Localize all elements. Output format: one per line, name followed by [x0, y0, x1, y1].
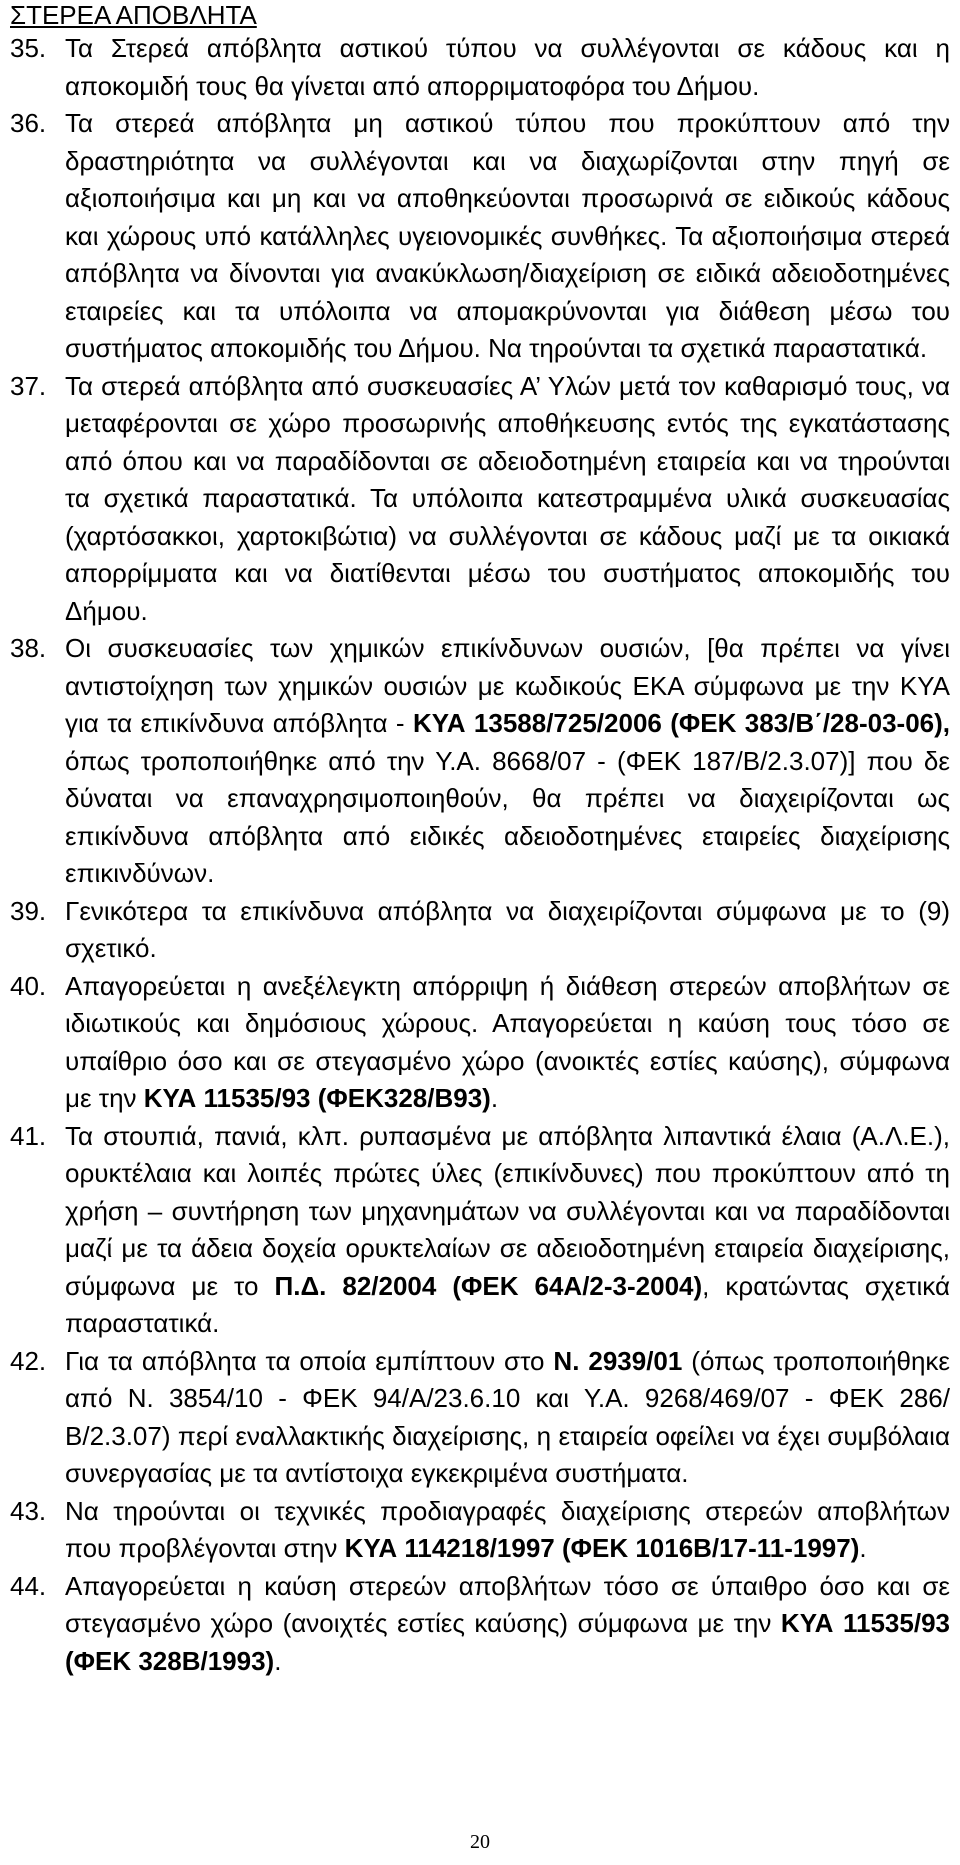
- item-text: [65, 1568, 950, 1681]
- item-number: 36.: [10, 108, 47, 138]
- text-segment: Απαγορεύεται η ανεξέλεγκτη απόρριψη ή διάθεση στερεών αποβλήτων σε ιδιωτικούς και δημόσιους χώρους. Απαγορεύεται η καύση τους τόσο σε υπαίθριο όσο και σε στεγασμένο χώρο (ανοικτές εστίες καύσης), σύμφωνα με την: [65, 970, 950, 1113]
- legal-reference: Ν. 2939/01: [553, 1345, 683, 1376]
- text-segment: , κρατώντας σχετικά παραστατικά.: [65, 1270, 950, 1338]
- list-item: [10, 1118, 950, 1343]
- item-text: [65, 1343, 950, 1493]
- list-item: [10, 368, 950, 631]
- list-item: [10, 1493, 950, 1568]
- legal-reference: ΚΥΑ 11535/93 (ΦΕΚ 328Β/1993): [65, 1608, 950, 1676]
- item-number: 40.: [10, 970, 47, 1001]
- item-text: [65, 30, 950, 105]
- list-item: [10, 968, 950, 1118]
- text-segment: (όπως τροποποιήθηκε από Ν. 3854/10 - ΦΕΚ 94/Α/23.6.10 και Υ.Α. 9268/469/07 - ΦΕΚ 286/Β/2.3.07) περί εναλλακτικής διαχείρισης, η εταιρεία οφείλει να έχει συμβόλαια συνεργασίας με τα αντίστοιχα εγκεκριμένα συστήματα.: [65, 1345, 950, 1488]
- legal-reference: Π.Δ. 82/2004 (ΦΕΚ 64Α/2-3-2004): [274, 1270, 703, 1301]
- item-text: [65, 968, 950, 1118]
- item-number: 43.: [10, 1495, 47, 1526]
- list-item: [10, 1568, 950, 1681]
- legal-reference: ΚΥΑ 11535/93 (ΦΕΚ328/Β93): [143, 1083, 491, 1113]
- list-item: [10, 630, 950, 893]
- text-segment: Οι συσκευασίες των χημικών επικίνδυνων ουσιών, [θα πρέπει να γίνει αντιστοίχηση των χημικών ουσιών με κωδικούς ΕΚΑ σύμφωνα με την ΚΥΑ για τα επικίνδυνα απόβλητα -: [65, 633, 950, 738]
- item-number: 38.: [10, 633, 47, 663]
- legal-reference: ΚΥΑ 114218/1997 (ΦΕΚ 1016Β/17-11-1997): [344, 1533, 860, 1563]
- text-segment: Τα στερεά απόβλητα από συσκευασίες Α’ Υλών μετά τον καθαρισμό τους, να μεταφέρονται σε χώρο προσωρινής αποθήκευσης εντός της εγκατάστασης από όπου και να παραδίδονται σε αδειοδοτημένη εταιρεία και να τηρούνται τα σχετικά παραστατικά. Τα υπόλοιπα κατεστραμμένα υλικά συσκευασίας (χαρτόσακκοι, χαρτοκιβώτια) να συλλέγονται σε κάδους μαζί με τα οικιακά απορρίμματα και να διατίθενται μέσω του συστήματος αποκομιδής του Δήμου.: [65, 370, 950, 626]
- item-text: [65, 1493, 950, 1568]
- item-number: 35.: [10, 33, 47, 63]
- text-segment: Τα Στερεά απόβλητα αστικού τύπου να συλλέγονται σε κάδους και η αποκομιδή τους θα γίνεται από απορριματοφόρα του Δήμου.: [65, 33, 950, 101]
- item-number: 41.: [10, 1120, 47, 1151]
- legal-reference: ΚΥΑ 13588/725/2006 (ΦΕΚ 383/Β΄/28-03-06),: [412, 708, 950, 738]
- item-text: [65, 630, 950, 893]
- list-item: [10, 893, 950, 968]
- numbered-list: [10, 30, 950, 1680]
- list-item: [10, 30, 950, 105]
- item-number: 39.: [10, 895, 47, 926]
- item-number: 44.: [10, 1570, 47, 1601]
- item-number: 37.: [10, 370, 47, 401]
- item-text: [65, 1118, 950, 1343]
- text-segment: Τα στερεά απόβλητα μη αστικού τύπου που προκύπτουν από την δραστηριότητα να συλλέγονται και να διαχωρίζονται στην πηγή σε αξιοποιήσιμα και μη και να αποθηκεύονται προσωρινά σε ειδικούς κάδους και χώρους υπό κατάλληλες υγειονομικές συνθήκες. Τα αξιοποιήσιμα στερεά απόβλητα να δίνονται για ανακύκλωση/διαχείριση σε ειδικά αδειοδοτημένες εταιρείες και τα υπόλοιπα να απομακρύνονται για διάθεση μέσω του συστήματος αποκομιδής του Δήμου. Να τηρούνται τα σχετικά παραστατικά.: [65, 108, 950, 363]
- section-title: ΣΤΕΡΕΑ ΑΠΟΒΛΗΤΑ: [10, 0, 257, 30]
- text-segment: Να τηρούνται οι τεχνικές προδιαγραφές διαχείρισης στερεών αποβλήτων που προβλέγονται στην: [65, 1495, 950, 1563]
- text-segment: Τα στουπιά, πανιά, κλπ. ρυπασμένα με απόβλητα λιπαντικά έλαια (Α.Λ.Ε.), ορυκτέλαια και λοιπές πρώτες ύλες (επικίνδυνες) που προκύπτουν από τη χρήση – συντήρηση των μηχανημάτων να συλλέγονται και να παραδίδονται μαζί με τα άδεια δοχεία ορυκτελαίων σε αδειοδοτημένη εταιρεία διαχείρισης, σύμφωνα με το: [65, 1120, 950, 1301]
- text-segment: .: [490, 1083, 499, 1113]
- document-page: [10, 0, 950, 1680]
- text-segment: Για τα απόβλητα τα οποία εμπίπτουν στο: [65, 1345, 554, 1376]
- item-text: [65, 368, 950, 631]
- text-segment: .: [274, 1645, 282, 1676]
- item-text: [65, 893, 950, 968]
- text-segment: όπως τροποποιήθηκε από την Υ.Α. 8668/07 - (ΦΕΚ 187/Β/2.3.07)] που δε δύναται να επαναχρησιμοποιηθούν, θα πρέπει να διαχειρίζονται ως επικίνδυνα απόβλητα από ειδικές αδειοδοτημένες εταιρείες διαχείρισης επικινδύνων.: [65, 745, 950, 888]
- list-item: [10, 105, 950, 368]
- page-number: 20: [470, 1831, 490, 1853]
- list-item: [10, 1343, 950, 1493]
- item-number: 42.: [10, 1345, 47, 1376]
- text-segment: Γενικότερα τα επικίνδυνα απόβλητα να διαχειρίζονται σύμφωνα με το (9) σχετικό.: [65, 895, 950, 963]
- text-segment: .: [859, 1533, 867, 1563]
- text-segment: Απαγορεύεται η καύση στερεών αποβλήτων τόσο σε ύπαιθρο όσο και σε στεγασμένο χώρο (ανοιχτές εστίες καύσης) σύμφωνα με την: [65, 1570, 950, 1638]
- item-text: [65, 105, 950, 368]
